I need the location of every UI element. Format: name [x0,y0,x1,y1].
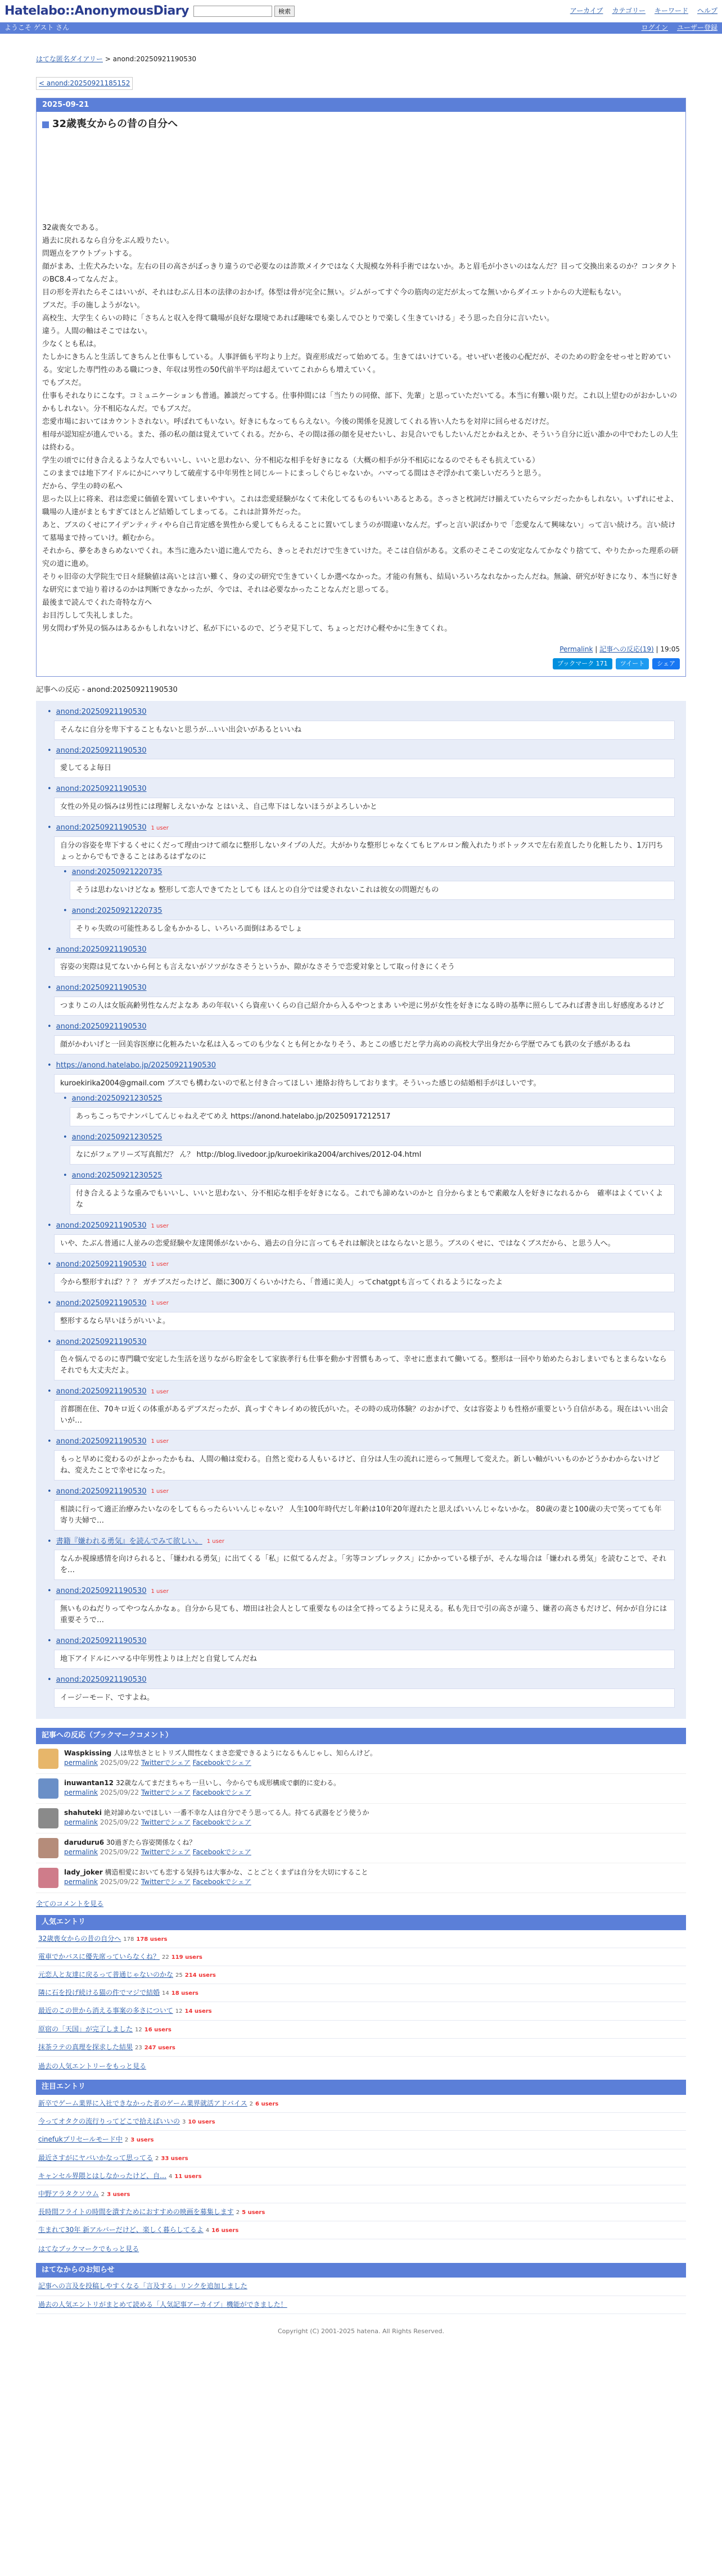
user-avatar[interactable] [38,1838,58,1858]
user-avatar[interactable] [38,1868,58,1888]
reaction-header [63,867,675,879]
tweet-button[interactable]: ツイート [616,658,649,669]
reaction-header [47,745,675,757]
hot-more-link[interactable]: はてなブックマークでもっと見る [38,2245,139,2253]
entry-item [36,2149,686,2167]
comment-count: 12 [175,2008,183,2015]
reaction-item [47,784,675,817]
facebook-share-button[interactable]: シェア [652,658,680,669]
bookmark-twitter-share[interactable]: Twitterでシェア [141,1877,191,1886]
article-paragraph: 少なくとも私は。 [42,340,101,349]
article-paragraph: 恋愛市場においてはカウントされない。呼ばれてもいない。好きにもなってもらえない。今後の関係を見渡してくれる皆い人たちを対岸に回らせるだけだ。 [42,418,554,427]
reaction-header [47,1536,675,1548]
entry-link[interactable]: 電車でかバスに優先席っていらなくね？ [38,1952,160,1961]
site-header [0,0,722,22]
entry-link[interactable]: キャンセル界隈とはしなかったけど、自… [38,2171,167,2180]
reaction-link[interactable]: • anond:20250921190530 [56,1487,147,1496]
bookmark-comment [36,1744,686,1774]
reaction-reply [63,1132,675,1165]
entry-link[interactable]: 生まれて30年 新アルバーだけど、楽しく暮らしてるよ [38,2226,204,2234]
entry-item [36,2203,686,2221]
reaction-text: kuroekirika2004@gmail.com ブスでも構わないので私と付き合ってほしい 連絡お待ちしております。そういった感じの結婚相手がほしいです。 [54,1074,675,1093]
comment-count: 178 [123,1936,134,1943]
entry-item [36,2113,686,2131]
reaction-header [63,1093,675,1105]
comment-count: 2 [101,2191,105,2198]
entry-item [36,2021,686,2039]
reaction-link[interactable]: • anond:20250921190530 [56,1260,147,1269]
reaction-users-badge[interactable]: 1 user [151,1488,169,1495]
bookmark-comment-text: 構造相愛においても恋する気持ちは大事かな、ことごとくまずは自分を大切にすること [105,1868,368,1876]
bookmark-content [64,1808,369,1828]
bookmark-users-badge[interactable]: 178 users [136,1936,168,1943]
bookmark-permalink[interactable]: permalink [64,1877,98,1886]
entry-link[interactable]: 最近のこの世から消える事案の多さについて [38,2007,173,2015]
reaction-header [47,983,675,994]
entry-item [36,1984,686,2002]
bookmark-user[interactable]: lady_joker [64,1868,103,1876]
diary-article [36,98,686,677]
article-paragraph: 最後まで読んでくれた奇特な方へ [42,599,152,608]
bookmark-users-badge[interactable]: 11 users [174,2173,202,2180]
reaction-tree [36,701,686,1719]
reaction-link[interactable]: • anond:20250921190530 [56,1637,147,1646]
reaction-text: 無いものねだりってやつなんかなぁ。自分から見ても、増田は社会人として重要なものは全て持ってるように見える。私も先日で引の高さが違う、嫌者の高さもだけど、何かが自分には重要そうで… [54,1600,675,1630]
comment-count: 22 [162,1954,169,1961]
reaction-text: 地下アイドルにハマる中年男性よりは上だと自覚してんだね [54,1650,675,1669]
notice-title: はてなからのお知らせ [36,2263,686,2278]
bookmark-content [64,1749,377,1769]
comment-count: 3 [182,2119,186,2126]
register-link[interactable]: ユーザー登録 [676,24,718,32]
notice-link[interactable]: 記事への言及を投稿しやすくなる「言及する」リンクを追加しました [38,2282,247,2290]
reaction-link[interactable]: • 書籍『嫌われる勇気』を読んでみて欲しい。 [56,1537,202,1546]
article-paragraph: 高校生、大学生くらいの時に「さちんと収入を得て職場が良好な環境であれば趣味でも楽しんでひとりで楽しく生きていける」そう思った自分に言いたい。 [42,314,554,323]
bookmark-content [64,1838,251,1858]
entry-item [36,1930,686,1948]
share-buttons [37,658,685,676]
reaction-item [47,1337,675,1381]
article-paragraph: 男女問わず外見の悩みはあるかもしれないけど、私が下にいるので、どうぞ見下して、ちょっとだけ心軽やかに生きてくれ。 [42,624,452,633]
bookmark-line [64,1749,377,1758]
bookmark-comment [36,1863,686,1893]
reaction-link[interactable]: • anond:20250921190530 [56,1587,147,1596]
reaction-header [47,1259,675,1271]
reaction-link[interactable]: • anond:20250921190530 [56,785,147,794]
reaction-link[interactable]: • anond:20250921190530 [56,1022,147,1031]
site-logo[interactable]: Hatelabo::AnonymousDiary [4,3,189,18]
article-paragraph: 32歳喪女である。 [42,224,103,233]
comment-count: 2 [124,2137,129,2144]
main-content [0,54,722,2336]
article-paragraph: このままでは地下アイドルにかにハマりして破産する中年男性と同じルートにまっしぐらじゃないか。ハマってる間はさぞ浮かれて楽しいだろうと思う。 [42,469,546,478]
reaction-link[interactable]: • anond:20250921190530 [56,707,147,716]
reaction-header [47,707,675,718]
article-paragraph: 相母が認知症が進んでいる。また、孫の私の顔は覚えていてくれる。だから、その間は孫の顔を見せたいし、お見合いでもしたいんだとかねえとか、そういう自分に近い誰かの中でわたしの人生は終わる。 [42,431,679,452]
hatena-bookmark-button[interactable]: ブックマーク 171 [553,658,612,669]
comment-count: 23 [135,2044,142,2051]
bookmark-line [64,1808,369,1818]
article-title-text: 32歳喪女からの昔の自分へ [52,118,178,130]
reaction-link[interactable]: • anond:20250921230525 [71,1171,163,1180]
reaction-link[interactable]: • anond:20250921190530 [56,746,147,755]
nav-archive[interactable]: アーカイブ [570,6,603,15]
reaction-text: 今から整形すれば？？？ ガチブスだったけど、顔に300万くらいかけたら、「普通に美人」ってchatgptも言ってくれるようになったよ [54,1273,675,1292]
entry-link[interactable]: 今ってオタクの流行りってどこで拾えばいいの [38,2117,180,2126]
notice-item [36,2296,686,2314]
reaction-reply [63,906,675,939]
reaction-item [47,745,675,778]
entry-link[interactable]: 32歳喪女からの昔の自分へ [38,1934,121,1943]
article-paragraph: 仕事もそれなりにこなす。コミュニケーションも普通。雑談だってする。仕事仲間には「当たりの同僚、部下、先輩」と思っていただいてる。本当に有難い限りだ。これ以上望むのがおかしいのかもしれない。分不相応なんだ。でもブスだ。 [42,392,678,414]
bookmark-line [64,1868,368,1877]
reaction-header [47,1060,675,1072]
bookmark-users-badge[interactable]: 14 users [184,2008,212,2015]
reaction-item [47,1298,675,1331]
reaction-header [47,1674,675,1686]
reaction-link[interactable]: • anond:20250921190530 [56,1437,147,1446]
reaction-link[interactable]: • anond:20250921230525 [71,1094,163,1103]
bookmark-twitter-share[interactable]: Twitterでシェア [141,1758,191,1767]
reaction-item [47,1060,675,1215]
popular-title: 人気エントリ [36,1915,686,1930]
entry-link[interactable]: 長時間フライトの時間を潰すためにおすすめの映画を募集します [38,2208,234,2216]
reactions-link[interactable]: 記事への反応(19) [599,645,654,654]
user-avatar[interactable] [38,1778,58,1799]
bookmark-user[interactable]: daruduru6 [64,1838,105,1846]
bookmark-comment [36,1833,686,1863]
entry-link[interactable]: 新卒でゲーム業界に入社できなかった者のゲーム業界就活アドバイス [38,2099,247,2107]
all-comments-link[interactable]: 全てのコメントを見る [36,1899,104,1908]
article-paragraph: 問題点をアウトプットする。 [42,250,137,259]
reaction-item [47,1021,675,1054]
nav-category[interactable]: カテゴリー [612,6,646,15]
reaction-item [47,1259,675,1292]
reaction-header [47,1021,675,1033]
search-button[interactable]: 検索 [274,6,295,17]
reaction-text: 色々悩んでるのに専門職で安定した生活を送りながら貯金をして家族孝行も仕事を動かす習慣もあって、幸せに恵まれて働いてる。整形は一回やり始めたらおしまいでもとまらないならそれでも大丈夫だよ。 [54,1350,675,1380]
reaction-text: いや、たぶん普通に人並みの恋愛経験や友達関係がないから、過去の自分に言ってもそれは解決とはならないと思う。ブスのくせに、ではなくブスだから、と思う人へ。 [54,1234,675,1253]
reaction-link[interactable]: • anond:20250921220735 [71,867,163,876]
bookmark-user[interactable]: inuwantan12 [64,1778,114,1787]
reaction-item [47,944,675,977]
nav-help[interactable]: ヘルプ [697,6,718,15]
entry-item [36,2039,686,2057]
bookmark-comments [36,1744,686,1893]
article-paragraph: そりゃ旧帝の大学院生で日々経験値は高いとは言い難く、身の丈の研究で生きていくしか選べなかった。才能の有無も、結局いろいろなれなかったんだね。無論、研究が好きになり、本当に好きな研究にまで辿り着けるのかは判断できなかったが、今では、それは必要なかったことなんだと思ってる。 [42,573,678,595]
entry-link[interactable]: 最近さすがにヤバいかなって思ってる [38,2153,154,2162]
bookmark-line [64,1838,251,1848]
hot-entries [36,2095,686,2240]
bookmark-twitter-share[interactable]: Twitterでシェア [141,1788,191,1796]
comment-count: 4 [169,2173,173,2180]
reactions-heading: 記事への反応 - anond:20250921190530 [36,685,178,694]
user-avatar[interactable] [38,1749,58,1769]
entry-item [36,1948,686,1966]
reaction-item [47,1536,675,1581]
reaction-text: もっと早めに変わるのがよかったかもね、人間の軸は変わる。自然と変わる人もいるけど、自分は人生の流れに逆らって無理して変えた。新しい軸がいいものかどうかわからないけどね、変えたことで幸せになった。 [54,1450,675,1481]
reaction-text: 首都圏在住、70キロ近くの体重があるデブスだったが、真っすぐキレイめの彼氏がいた。その時の成功体験？のおかげで、女は容姿よりも性格が重要という自信がある。現在はいい出会いが… [54,1400,675,1430]
bookmark-permalink[interactable]: permalink [64,1758,98,1767]
reaction-link[interactable]: • anond:20250921220735 [71,906,163,915]
bookmark-users-badge[interactable]: 10 users [188,2119,215,2126]
article-paragraph: ブスだ。手の施しようがない。 [42,301,145,310]
comment-count: 12 [135,2026,142,2033]
bookmark-meta [64,1877,368,1887]
comment-count: 4 [205,2228,210,2234]
bookmark-comments-title: 記事への反応（ブックマークコメント） [36,1728,686,1744]
article-body [37,137,685,641]
reaction-item [47,1486,675,1531]
hot-title: 注目エントリ [36,2080,686,2095]
reaction-item [47,1586,675,1630]
page-footer: Copyright (C) 2001-2025 hatena. All Rights Reserved. [278,2327,444,2335]
reaction-item [47,1436,675,1481]
entry-item [36,2221,686,2239]
bookmark-users-badge[interactable]: 16 users [144,2026,172,2033]
reaction-header [63,1132,675,1144]
reaction-link[interactable]: • anond:20250921190530 [56,945,147,954]
bookmark-twitter-share[interactable]: Twitterでシェア [141,1818,191,1826]
nav-keyword[interactable]: キーワード [654,6,688,15]
reaction-header [63,1170,675,1182]
bookmark-users-badge[interactable]: 16 users [211,2228,239,2234]
reaction-text: つまりこの人は女版高齢男性なんだよなあ あの年収いくら資産いくらの自己紹介から入るやつとまあ いや逆に男が女性を好きになる時の基準に照らしてみれば書き出し好感度あるけど [54,997,675,1016]
article-time: 19:05 [660,645,680,654]
reaction-text: なんか視線感情を向けられると、「嫌われる勇気」に出てくる「私」に似てるんだよ。「劣等コンプレックス」にかかっている様子が、そんな場合は「嫌われる勇気」を読むことで、それを… [54,1550,675,1580]
bookmark-content [64,1868,368,1888]
login-link[interactable]: ログイン [641,24,668,32]
reaction-link[interactable]: • anond:20250921190530 [56,1298,147,1307]
entry-link[interactable]: 隣に石を投げ続ける猫の件でマジで結婚 [38,1989,160,1997]
entry-item [36,2131,686,2149]
bookmark-comment-text: 30過ぎたら容姿関係なくね？ [106,1838,196,1846]
reaction-item [47,1636,675,1669]
notice-list [36,2278,686,2314]
article-paragraph: あと、ブスのくせにアイデンティティやら自己肯定感を異性から愛してもらえることに置いてしまうのが間違いなんだ。ずっと言い訳ばかりで「恋愛なんて興味ない」って言い続けろ。言い続けて墓場まで持っていけ。頼むから。 [42,521,676,543]
reaction-header [47,1586,675,1597]
bookmark-users-badge[interactable]: 247 users [144,2044,175,2051]
reaction-text: そんなに自分を卑下することもないと思うが…いい出会いがあるといいね [54,721,675,740]
bookmark-comment [36,1774,686,1804]
reaction-link[interactable]: • anond:20250921190530 [56,1387,147,1396]
reaction-text: なにがフェアリーズ写真館だ？ ん？ http://blog.livedoor.jp/kuroekirika2004/archives/2012-04.html [70,1146,675,1165]
bookmark-meta [64,1788,340,1798]
bookmark-facebook-share[interactable]: Facebookでシェア [192,1877,251,1886]
reaction-text: そりゃ失敗の可能性あるし金もかかるし、いろいろ面倒はあるでしょ [70,920,675,939]
reaction-item [47,1674,675,1708]
bookmark-date: 2025/09/22 [100,1788,139,1796]
prev-entry-link[interactable]: < anond:20250921185152 [39,79,130,88]
bookmark-users-badge[interactable]: 3 users [107,2191,130,2198]
notice-link[interactable]: 過去の人気エントリがまとめて読める「人気記事アーカイブ」機能ができました！ [38,2300,287,2308]
bookmark-facebook-share[interactable]: Facebookでシェア [192,1758,251,1767]
bookmark-permalink[interactable]: permalink [64,1848,98,1856]
entry-link[interactable]: 元恋人と友達に戻るって普通じゃないのかな [38,1971,174,1979]
reaction-link[interactable]: • anond:20250921190530 [56,1337,147,1346]
bookmark-users-badge[interactable]: 33 users [161,2155,188,2162]
reaction-text: 付き合えるような重みでもいいし、いいと思わない、分不相応な相手を好きになる。これでも諦めないのかと 自分からまともで素敵な人を好きになれるから 確率はよくていくよな [70,1184,675,1215]
reaction-header [47,944,675,956]
bookmark-facebook-share[interactable]: Facebookでシェア [192,1788,251,1796]
reaction-link[interactable]: • anond:20250921190530 [56,1676,147,1685]
reaction-text: 相談に行って適正治療みたいなのをしてもらったらいいんじゃない？ 人生100年時代だし年齢は10年20年遅れたと思えばいいんじゃないかな。 80歳の妻と100歳の夫で笑ってても年寄り夫婦で… [54,1500,675,1531]
reaction-users-badge[interactable]: 1 user [151,825,169,831]
bookmark-date: 2025/09/22 [100,1877,139,1886]
reaction-text: あっちこっちでナンパしてんじゃねえぞてめえ https://anond.hatelabo.jp/20250917212517 [70,1107,675,1126]
reaction-text: 愛してるよ毎日 [54,759,675,778]
bookmark-user[interactable]: shahuteki [64,1808,102,1817]
reaction-header [47,1486,675,1498]
entry-pager [36,77,686,90]
bookmark-meta [64,1848,251,1857]
comment-count: 2 [155,2155,159,2162]
breadcrumb: はてな匿名ダイアリー > anond:20250921190530 [36,55,197,63]
bookmark-facebook-share[interactable]: Facebookでシェア [192,1848,251,1856]
reaction-link[interactable]: • anond:20250921190530 [56,984,147,993]
reaction-item [47,1220,675,1253]
reaction-header [47,1337,675,1348]
reaction-item [47,983,675,1016]
reaction-item [47,1386,675,1430]
reaction-link[interactable]: • https://anond.hatelabo.jp/20250921190530 [56,1061,216,1070]
bookmark-permalink[interactable]: permalink [64,1818,98,1826]
entry-link[interactable]: cinefukプリセールモード中 [38,2135,123,2144]
bookmark-comment-text: 人は卑怯さとヒトリズ人間性なくまさ恋愛できるようになるもんじゃし、知らんけど。 [114,1749,377,1757]
reaction-link[interactable]: • anond:20250921190530 [56,823,147,832]
reaction-header [47,1220,675,1232]
bookmark-meta [64,1758,377,1768]
bookmark-date: 2025/09/22 [100,1848,139,1856]
reaction-header [47,1298,675,1310]
article-paragraph: それから、夢をあきらめないでくれ。本当に進みたい道に進んでたら、きっとそれだけで生きていけた。そこは自信がある。文系のそこそこの安定なんてかなぐり捨てて、やりたかった理系の研究の道に進め。 [42,547,679,569]
reaction-users-badge[interactable]: 1 user [151,1300,169,1307]
bookmark-users-badge[interactable]: 119 users [171,1954,202,1961]
bookmark-permalink[interactable]: permalink [64,1788,98,1796]
bookmark-facebook-share[interactable]: Facebookでシェア [192,1818,251,1826]
reaction-reply [63,867,675,900]
reaction-reply [63,1093,675,1126]
reaction-item [47,707,675,740]
top-nav [570,6,718,16]
bookmark-user[interactable]: Waspkissing [64,1749,112,1757]
comment-count: 2 [249,2100,254,2107]
article-paragraph: たしかにきちんと生活してきちんと仕事もしている。人事評価も平均より上だ。資産形成だって始めてる。生きてはいけている。せいぜい老後の心配だが、そのための貯金をせっせと貯めている。安定した専門性のある職につき、年収は男性の50代前半平均は超えていてこれからも増えていく。 [42,353,671,375]
reaction-users-badge[interactable]: 1 user [151,1388,169,1395]
article-paragraph: お目汚しして失礼しました。 [42,612,138,621]
reaction-header [47,822,675,834]
reaction-text: 容姿の実際は見てないから何とも言えないがソツがなさそうというか、隙がなさそうで恋愛対象として取っ付きにくそう [54,958,675,977]
reaction-users-badge[interactable]: 1 user [151,1438,169,1445]
user-bar [0,22,722,34]
article-paragraph: 思った以上に将来、君は恋愛に価値を置いてしまいやすい。これは恋愛経験がなくて未化してるものもいいあるとある。さっさと枕詞だけ揃えていたらマシだったかもしれない。いずれにせよ、職場の人達がまともすぎてほとんど結婚してしまってる。これは計算外だった。 [42,495,679,517]
search-input[interactable] [193,6,272,17]
reaction-link[interactable]: • anond:20250921190530 [56,1221,147,1230]
bookmark-twitter-share[interactable]: Twitterでシェア [141,1848,191,1856]
bookmark-meta [64,1818,369,1827]
reaction-reply [63,1170,675,1215]
bookmark-content [64,1778,340,1799]
reaction-header [47,1436,675,1448]
bookmark-users-badge[interactable]: 5 users [242,2210,265,2216]
notice-item [36,2278,686,2296]
entry-item [36,2002,686,2020]
article-paragraph: 目の形を弄れたらそこはいいが、それはむぶん日本の法律のおかげ。体型は骨が完全に無い。ジムがってすぐ今の筋肉の定だが太ってな無いからダイエットからの大逆転もない。 [42,288,626,297]
reaction-users-badge[interactable]: 1 user [151,1261,169,1268]
article-date: 2025-09-21 [37,98,685,112]
breadcrumb-home[interactable]: はてな匿名ダイアリー [36,55,103,63]
reaction-header [47,1386,675,1398]
reaction-header [63,906,675,917]
bookmark-line [64,1778,340,1788]
reaction-header [47,1636,675,1647]
reaction-link[interactable]: • anond:20250921230525 [71,1133,163,1142]
reaction-text: そうは思わないけどなぁ 整形して恋人できてたとしても ほんとの自分では愛されないこれは彼女の問題だもの [70,881,675,900]
bookmark-users-badge[interactable]: 18 users [171,1990,198,1997]
bookmark-users-badge[interactable]: 3 users [130,2137,154,2144]
bookmark-comment-text: 絶対諦めないでほしい 一番不幸な人は自分でそう思ってる人。持てる武器をどう使うか [103,1808,369,1817]
article-title [37,112,685,137]
bookmark-date: 2025/09/22 [100,1758,139,1767]
title-square-icon [42,121,49,128]
reaction-users-badge[interactable]: 1 user [151,1588,169,1595]
popular-entries [36,1930,686,2057]
reaction-users-badge[interactable]: 1 user [206,1538,225,1545]
entry-item [36,2095,686,2113]
comment-count: 2 [236,2210,240,2216]
reaction-text: 自分の容姿を卑下するくせにくだって理由つけて頑なに整形しないタイプの人だ。大がかりな整形じゃなくてもヒアルロン酸入れたりボトックスで左右差直したり化粧したり、1万円ちょっとからでもできることはあるはずなのに [54,836,675,867]
entry-item [36,1966,686,1984]
entry-link[interactable]: 抹茶ラテの真理を探求した結果 [38,2043,133,2051]
user-avatar[interactable] [38,1808,58,1828]
reaction-users-badge[interactable]: 1 user [151,1223,169,1229]
article-paragraph: でもブスだ。 [42,379,86,388]
reaction-header [47,784,675,795]
entry-link[interactable]: 中野アラタクソウム [38,2189,99,2198]
article-paragraph: 学生の頃でに付き合えるような人でもいいし、いいと思わない、分不相応な相手を好きになる（大概の相手が分不相応になるのでそもそも抗えている） [42,456,540,465]
entry-link[interactable]: 原宿の「天国」が完了しました [38,2025,133,2033]
breadcrumb-current: anond:20250921190530 [112,55,197,63]
bookmark-users-badge[interactable]: 214 users [184,1972,216,1979]
bookmark-date: 2025/09/22 [100,1818,139,1826]
reaction-text: 女性の外見の悩みは男性には理解しえないかな とはいえ、自己卑下はしないほうがよろしいかと [54,798,675,817]
article-paragraph: 顔がまあ、土佐犬みたいな。左右の目の高さがぼっきり違うので必要なのは詐欺メイクではなく大規模な外科手術ではないか。あと眉毛が小さいのはなんだ？目って交換出来るのか？コンタクトのBC8.4ってなんだよ。 [42,262,678,284]
welcome-text: ようこそ ゲスト さん [4,24,70,32]
entry-item [36,2185,686,2203]
article-paragraph: 過去に戻れるなら自分をぶん殴りたい。 [42,237,174,246]
popular-more-link[interactable]: 過去の人気エントリーをもっと見る [38,2062,147,2070]
article-footer: Permalink | 記事への反応(19) | 19:05 [559,645,680,654]
article-paragraph: 違う。人間の軸はそこではない。 [42,327,152,336]
reaction-item [47,822,675,938]
reaction-text: 整形するなら早いほうがいいよ。 [54,1312,675,1331]
comment-count: 14 [162,1990,169,1997]
reaction-text: イージーモード、ですよね。 [54,1688,675,1708]
entry-item [36,2167,686,2185]
permalink-link[interactable]: Permalink [559,645,593,654]
bookmark-comment-text: 32歳なんてまだまちゃち一旦いし、今からでも成形構成で劇的に変わる。 [115,1778,340,1787]
comment-count: 25 [175,1972,183,1979]
bookmark-comment [36,1804,686,1833]
article-paragraph: だから、学生の時の私へ [42,482,123,491]
bookmark-users-badge[interactable]: 6 users [255,2100,279,2107]
reaction-text: 顔がかわいげと一回美容医療に化粧みたいな私は入るってのも少なくとも何とかなりそう、あとこの感じだと学力高めの高校大学出身だから学歴でみても鉄の女子感があるね [54,1035,675,1054]
